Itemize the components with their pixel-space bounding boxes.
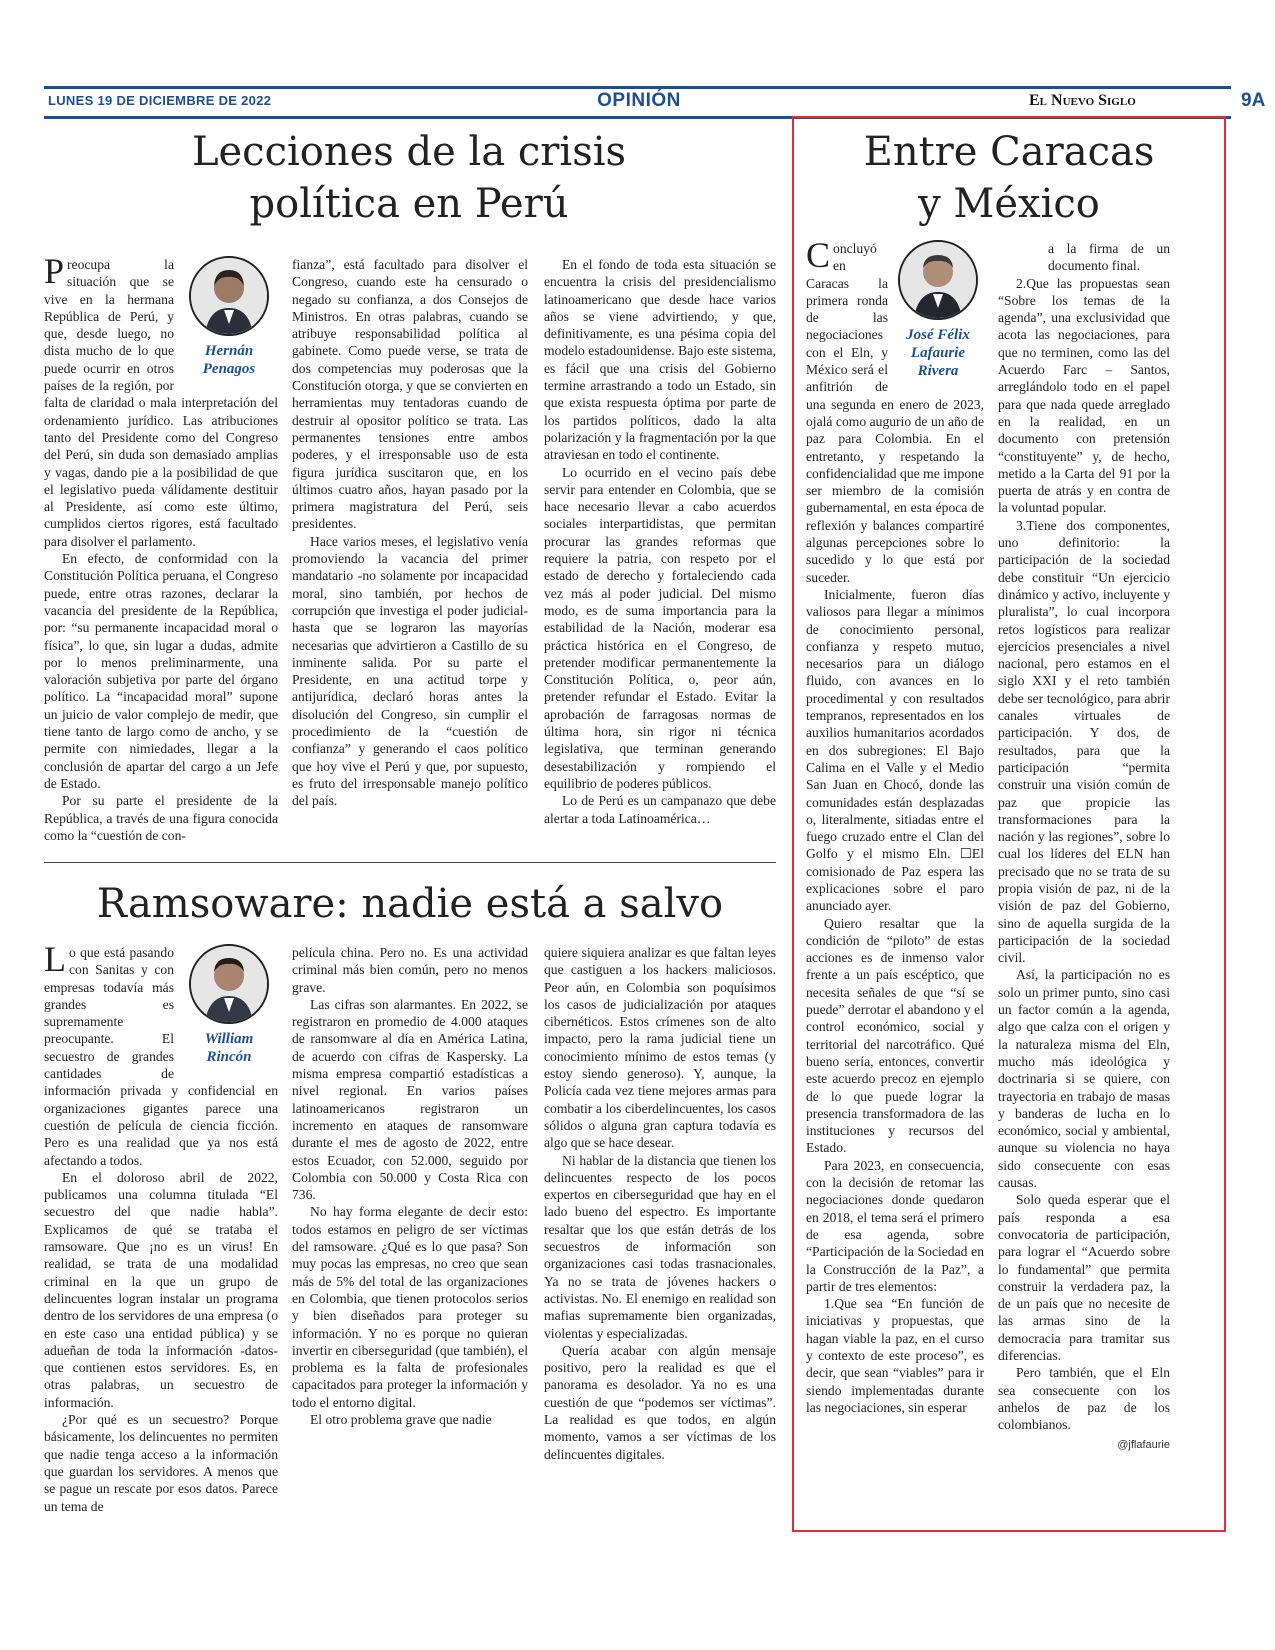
author-first-name: William [204, 1031, 254, 1047]
article1-paragraph: Lo ocurrido en el vecino país debe servir para entender en Colombia, que se hace necesario llevar a cabo acuerdos sociales interpartidistas, que permitan procurar las grandes reformas que requiere la patria, con respeto por el estado de derecho y fortaleciendo cada vez más al poder judicial. Del mismo modo, es de suma importancia para la estabilidad de la Nación, moderar esa práctica histórica en el Congreso, de pretender modificar permanentemente la Constitución Política, o, peor aún, pretender refundar el Estado. Evitar la aprobación de farragosas normas de última hora, sin rigor ni técnica legislativa, que terminan generando desestabilización y rompiendo el equilibrio de poderes públicos. [544, 464, 776, 791]
article1-paragraph: Por su parte el presidente de la República, a través de una figura conocida como la “cuestión de con- [44, 793, 278, 843]
article3-paragraph [806, 235, 984, 586]
article1-paragraph: Lo de Perú es un campanazo que debe alertar a toda Latinoamérica… [544, 793, 776, 826]
article2-paragraph: En el doloroso abril de 2022, publicamos una columna titulada “El secuestro del que nadie habla”. Explicamos de qué se trataba el ramsoware. Que ¡no es un virus! En realidad, se trata de una modalidad criminal en la que un grupo de delincuentes logran instalar un programa dentro de los servidores de una empresa (o en este caso una entidad pública) y se adueñan de toda la información -datos- que contienen estos servidores. Es, en otras palabras, un secuestro de información. [44, 1169, 278, 1410]
article1-title-line1: Lecciones de la crisis [191, 129, 627, 175]
author-last-name: Penagos [202, 361, 256, 377]
article2-column-2 [292, 944, 528, 1428]
dropcap: L [44, 939, 66, 979]
article3-paragraph: Quiero resaltar que la condición de “piloto” de estas acciones es de inmenso valor frente a un país escéptico, que necesita señales de que “sí se puede” derrotar el abandono y el control económico, social y territorial del narcotráfico. Qué bueno sería, entonces, convertir este acuerdo precoz en ejemplo de lo que puede lograr la presencia transformadora de las instituciones y recursos del Estado. [806, 915, 984, 1156]
author-name [180, 1030, 278, 1066]
author-photo [189, 944, 269, 1024]
article1-paragraph: Hace varios meses, el legislativo venía promoviendo la vacancia del primer mandatario -no solamente por incapacidad moral, sino también, por hechos de corrupción que investiga el poder judicial- hasta que se lograron las mayorías necesarias que advirtieron a Castillo de su inminente salida. Por su parte el Presidente, en una actitud torpe y antijurídica, declaró horas antes la disolución del Congreso, sin cumplir el procedimiento de la “cuestión de confianza” y generando el caos político que hoy vive el Perú y que, por supuesto, es fruto del irresponsable manejo político del país. [292, 533, 528, 809]
article1-paragraph: fianza”, está facultado para disolver el Congreso, cuando este ha censurado o negado su confianza, a dos Consejos de Ministros. En otras palabras, cuando se atribuye responsabilidad política al gabinete. Como puede verse, se trata de dos competencias muy poderosas que la Constitución otorga, y que se convierten en herramientas muy tentadoras cuando de destruir al opositor político se trata. Las permanentes tensiones entre ambos poderes, y el irresponsable uso de esta figura jurídica suscitaron que, en los últimos cuatro años, hayan pasado por la primera magistratura del Perú, seis presidentes. [292, 257, 528, 532]
article2-column-1 [44, 939, 278, 1515]
article3-column-1 [806, 235, 984, 1416]
article1-headline [44, 126, 774, 230]
article2-paragraph: Ni hablar de la distancia que tienen los delincuentes respecto de los pocos expertos en ciberseguridad que hay en el lado bueno del espectro. Es importante resaltar que los que están detrás de los secuestros de información son organizaciones casi todas trasnacionales. Ya no se trata de jóvenes hackers o activistas. No. El enemigo en realidad son mafias supremamente bien organizadas, violentas y especializadas. [544, 1152, 776, 1341]
newspaper-header-bar [44, 86, 1266, 119]
article1-paragraph [44, 251, 278, 550]
article3-paragraph: Pero también, que el Eln sea consecuente con los anhelos de paz de los colombianos. [998, 1365, 1170, 1433]
article3-paragraph: 3.Tiene dos componentes, uno definitorio: la participación de la sociedad debe constituir “Un ejercicio dinámico y activo, incluyente y pluralista”, lo cual incorpora retos logísticos para realizar ejercicios presenciales a nivel nacional, pero estamos en el siglo XXI y el reto también debe ser tecnológico, para abrir canales virtuales de participación. Y dos, de resultados, para que la participación “permita construir una visión común de paz que propicie las transformaciones para la nación y las regiones”, sobre lo cual los líderes del ELN han precisado que no se trata de su propia visión de paz, ni de la visión de paz del Gobierno, sino de aquella surgida de la participación de la sociedad civil. [998, 517, 1170, 966]
dropcap: C [806, 235, 831, 275]
article3-paragraph: Para 2023, en consecuencia, con la decisión de retomar las negociaciones donde quedaron en 2018, el tema será el primero de esa agenda, sobre “Participación de la Sociedad en la Construcción de la Paz”, a partir de tres elementos: [806, 1157, 984, 1294]
author-byline [180, 944, 278, 1066]
article2-paragraph [44, 939, 278, 1169]
paragraph-text: oncluyó en Caracas la primera ronda de las negociaciones con el Eln, y México será el anfitrión de una segunda en enero de 2023, ojalá como augurio de un año de paz para Colombia. En el entretanto, y respetando la confidencialidad que me impone ser miembro de la comisión gubernamental, en esta época de reflexión y balances compartiré algunas percepciones sobre lo sucedido y lo que está por suceder. [806, 241, 984, 585]
paragraph-text: o que está pasando con Sanitas y con empresas todavía más grandes es supremamente preocupante. El secuestro de grandes cantidades de información privada y confidencial en organizaciones gigantes parece una cuestión de película de ciencia ficción. Pero es una realidad que ya nos está afectando a todos. [44, 945, 278, 1168]
author-first-name: Hernán [204, 343, 254, 359]
author-first-name: José Félix [906, 327, 970, 343]
article-divider [44, 862, 776, 863]
article2-paragraph: quiere siquiera analizar es que faltan leyes que castiguen a los hackers maliciosos. Peor aún, en Colombia son poquísimos los casos de judicialización por ataques cibernéticos. Estos crímenes son de alto impacto, pero la rama judicial tiene un conocimiento mínimo de estos temas (y estoy siendo generoso). Y, aunque, la Policía cada vez tiene mejores armas para combatir a los ciberdelincuentes, los casos sólidos o alguna gran captura todavía es algo que se hace desear. [544, 945, 776, 1151]
article1-paragraph: En efecto, de conformidad con la Constitución Política peruana, el Congreso puede, entre otras razones, declarar la vacancia del presidente de la República, por: “su permanente incapacidad moral o física”, lo que, sin lugar a dudas, admite por lo menos preliminarmente, una valoración subjetiva por parte del órgano político. La “incapacidad moral” supone un juicio de valor complejo de medir, que tiene tanto de largo como de ancho, y se permite con nimiedades, llegar a la conclusión de apartar del cargo a un Jefe de Estado. [44, 551, 278, 791]
article2-paragraph: Las cifras son alarmantes. En 2022, se registraron en promedio de 4.000 ataques de ransomware al día en América Latina, de acuerdo con cifras de Kaspersky. La misma empresa compartió estadísticas a nivel regional. En varios países latinoamericanos registraron un incremento en ataques de ransomware durante el mes de agosto de 2022, entre estos Ecuador, con 52.000, seguido por Colombia con 50.000 y Costa Rica con 736. [292, 996, 528, 1203]
author-name [892, 326, 984, 380]
author-social-handle: @jflafaurie [1117, 1439, 1170, 1452]
article3-paragraph: Solo queda esperar que el país responda a esa convocatoria de participación, para lograr el “Acuerdo sobre lo fundamental” que permita construir la verdadera paz, la de un país que no necesite de las armas sino de la democracia para tramitar sus diferencias. [998, 1192, 1170, 1363]
article2-headline: Ramsoware: nadie está a salvo [96, 881, 724, 927]
author-name [180, 342, 278, 378]
article2-paragraph: No hay forma elegante de decir esto: todos estamos en peligro de ser víctimas del ramsoware. ¿Qué es lo que pasa? Son muy pocas las empresas, no creo que sean más de 5% del total de las organizaciones en Colombia, que tienen protocolos serios y bien diseñados para proteger su información. Y no es porque no quieran invertir en ciberseguridad (que también), el problema es la falta de profesionales capacitados para proteger la información y todo el entorno digital. [292, 1204, 528, 1410]
author-last-name: Rincón [206, 1049, 252, 1065]
author-photo [189, 256, 269, 336]
section-title: OPINIÓN [597, 90, 681, 111]
article2-paragraph: película china. Pero no. Es una actividad criminal más bien común, pero no menos grave. [292, 945, 528, 995]
author-photo [898, 240, 978, 320]
article3-paragraph: 2.Que las propuestas sean “Sobre los temas de la agenda”, una exclusividad que acota las negociaciones, para que no terminen, como las del Acuerdo Farc – Santos, arreglándolo todo en el papel para que nada quede arreglado en la realidad, en un documento con pretensión “constituyente” y, de hecho, metido a la Carta del 91 por la puerta de atrás y en contra de la voluntad popular. [998, 275, 1170, 516]
article2-paragraph: Quería acabar con algún mensaje positivo, pero la realidad es que el panorama es desolador. Ya no es una cuestión de que “podemos ser víctimas”. La realidad es que todos, en algún momento, vamos a ser víctimas de los delincuentes digitales. [544, 1342, 776, 1462]
article1-column-3 [544, 256, 776, 827]
article3-paragraph: Así, la participación no es solo un primer punto, sino casi un factor común a la agenda, algo que calza con el origen y la naturaleza misma del Eln, mucho más ideológica y doctrinaria si se quiere, con trayectoria en trabajo de masas y banderas de lucha en lo económico, social y ambiental, aunque su violencia no haya sido consecuente con esas causas. [998, 967, 1170, 1191]
newspaper-brand: El Nuevo Siglo [1029, 92, 1136, 109]
article2-paragraph: El otro problema grave que nadie [310, 1412, 492, 1428]
article3-title-line1: Entre Caracas [863, 129, 1155, 175]
article3-column-2 [998, 240, 1170, 1455]
page-number: 9A [1241, 90, 1266, 111]
article2-column-3 [544, 944, 776, 1463]
article3-paragraph: a la firma de un documento final. [1048, 241, 1170, 274]
author-second-last-name: Rivera [917, 363, 959, 379]
article3-paragraph: 1.Que sea “En función de iniciativas y propuestas, que hagan viable la paz, en el curso y contexto de este proceso”, es decir, que sean “viables” para ir siendo implementadas durante las negociaciones, sin esperar [806, 1296, 984, 1415]
article1-title-line2: política en Perú [249, 181, 569, 227]
article3-paragraph: Inicialmente, fueron días valiosos para llegar a mínimos de conocimiento personal, confianza y respeto mutuo, necesarios para un diálogo fluido, con avances en lo procedimental y con resultados tempranos, representados en los auxilios humanitarios acordados en dos subregiones: El Bajo Calima en el Valle y el Medio San Juan en Chocó, donde las comunidades están desplazadas o, literalmente, sitiadas entre el fuego cruzado entre el Clan del Golfo y el mismo Eln. ☐El comisionado de Paz espera las explicaciones sobre el paro anunciado ayer. [806, 586, 984, 914]
author-last-name: Lafaurie [910, 345, 966, 361]
article1-column-1 [44, 251, 278, 844]
issue-date: LUNES 19 DE DICIEMBRE DE 2022 [48, 93, 272, 108]
author-byline [180, 256, 278, 378]
author-byline [892, 240, 984, 380]
dropcap: P [44, 251, 65, 291]
article2-paragraph: ¿Por qué es un secuestro? Porque básicamente, los delincuentes no permiten que nadie tenga acceso a la información que guardan los servidores. A menos que se pague un rescate por esos datos. Parece un tema de [44, 1412, 278, 1514]
article1-paragraph: En el fondo de toda esta situación se encuentra la crisis del presidencialismo latinoamericano que desde hace varios años se viene advirtiendo, y que, definitivamente, es una pésima copia del modelo estadounidense. Bajo este sistema, es fácil que una crisis del Gobierno termine arrastrando a todo un Estado, sin que exista respuesta óptima por parte de los partidos políticos, dado la alta polarización y la fragmentación por la que atraviesan en todo el continente. [544, 257, 776, 463]
article1-column-2 [292, 256, 528, 810]
paragraph-text: reocupa la situación que se vive en la hermana República de Perú, y que, desde luego, no dista mucho de lo que puede ocurrir en otros países de la región, por falta de claridad o mala interpretación del ordenamiento jurídico. Las atribuciones tanto del Presidente como del Congreso del Perú, sin duda son demasiado amplias y vagas, dando pie a la posibilidad de que el legislativo pueda válidamente destituir al Presidente, así como este último, cumplidos ciertos rigores, está facultado para disolver el parlamento. [44, 257, 278, 549]
article3-headline [800, 126, 1218, 230]
article3-title-line2: y México [918, 181, 1100, 227]
